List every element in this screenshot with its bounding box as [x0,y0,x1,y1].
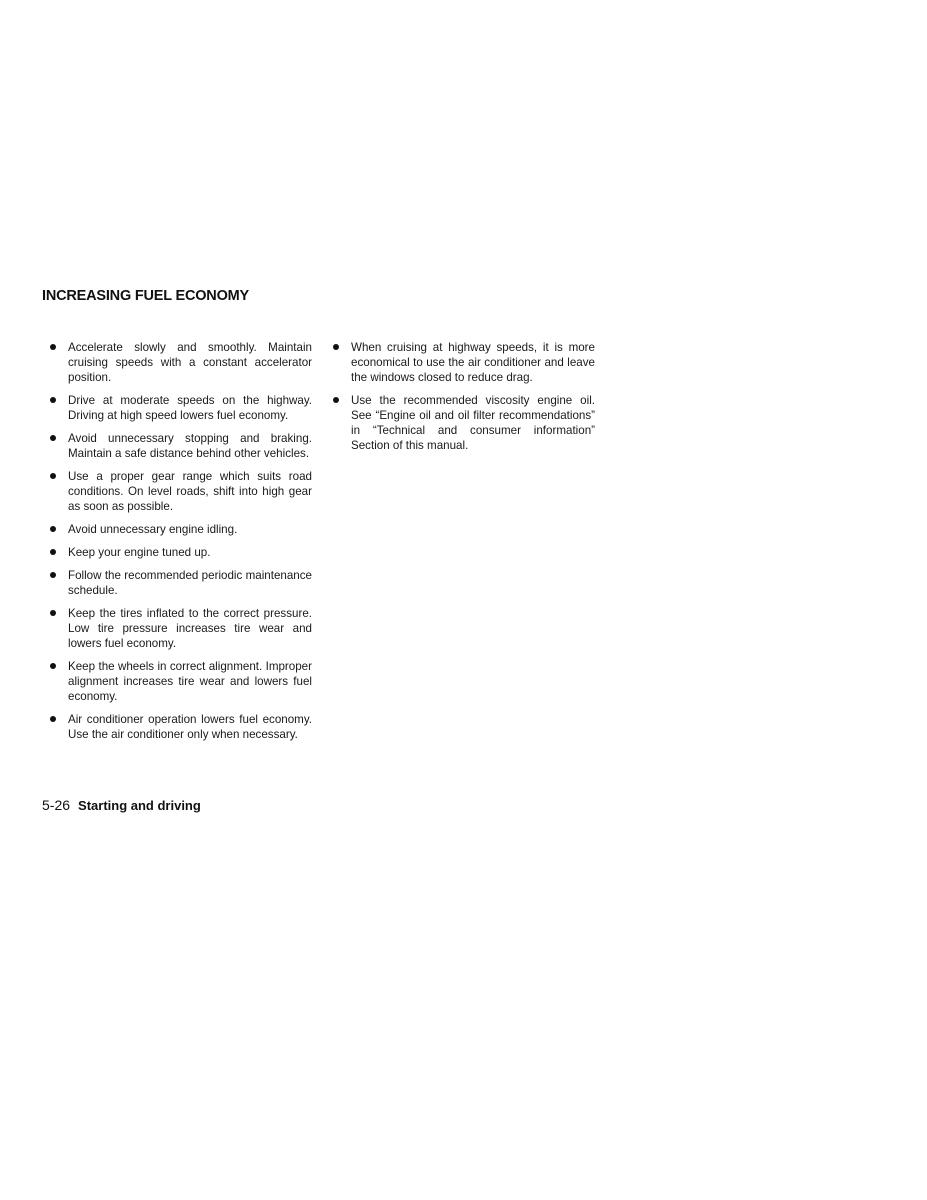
page-number: 5-26 [42,797,71,813]
list-item [48,712,312,742]
bullet-icon [333,397,339,403]
list-item [48,659,312,704]
list-item-text: When cruising at highway speeds, it is more economical to use the air conditioner and leave the windows closed to reduce drag. [351,341,595,384]
list-item [331,393,595,453]
list-item [48,568,312,598]
list-item [48,340,312,385]
list-item-text: Use the recommended viscosity engine oil. See “Engine oil and oil filter recommendations” in “Technical and consumer information” Section of this manual. [351,394,595,452]
bullet-icon [50,663,56,669]
list-item-text: Avoid unnecessary stopping and braking. Maintain a safe distance behind other vehicles. [68,432,312,460]
bullet-icon [50,549,56,555]
list-item [48,393,312,423]
bullet-icon [50,716,56,722]
chapter-title: Starting and driving [78,798,201,813]
list-item [48,522,312,537]
bullet-icon [50,397,56,403]
list-item-text: Follow the recommended periodic maintenance schedule. [68,569,312,597]
list-item-text: Keep the tires inflated to the correct pressure. Low tire pressure increases tire wear and lowers fuel economy. [68,607,312,650]
list-item-text: Drive at moderate speeds on the highway. Driving at high speed lowers fuel economy. [68,394,312,422]
list-item-text: Avoid unnecessary engine idling. [68,523,238,536]
bullet-icon [50,344,56,350]
bullet-icon [333,344,339,350]
bullet-icon [50,526,56,532]
list-item [331,340,595,385]
list-item [48,431,312,461]
bullet-icon [50,435,56,441]
list-item-text: Air conditioner operation lowers fuel economy. Use the air conditioner only when necessary. [68,713,312,741]
list-item-text: Accelerate slowly and smoothly. Maintain cruising speeds with a constant accelerator position. [68,341,312,384]
page-footer [42,797,201,813]
list-item-text: Keep your engine tuned up. [68,546,211,559]
bullet-icon [50,473,56,479]
bullet-icon [50,572,56,578]
section-title: INCREASING FUEL ECONOMY [42,288,250,304]
list-item [48,469,312,514]
bullet-icon [50,610,56,616]
list-item-text: Use a proper gear range which suits road conditions. On level roads, shift into high gear as soon as possible. [68,470,312,513]
list-item [48,606,312,651]
list-item-text: Keep the wheels in correct alignment. Improper alignment increases tire wear and lowers fuel economy. [68,660,312,703]
list-item [48,545,312,560]
left-bullet-list [48,340,312,750]
right-bullet-list [331,340,595,461]
